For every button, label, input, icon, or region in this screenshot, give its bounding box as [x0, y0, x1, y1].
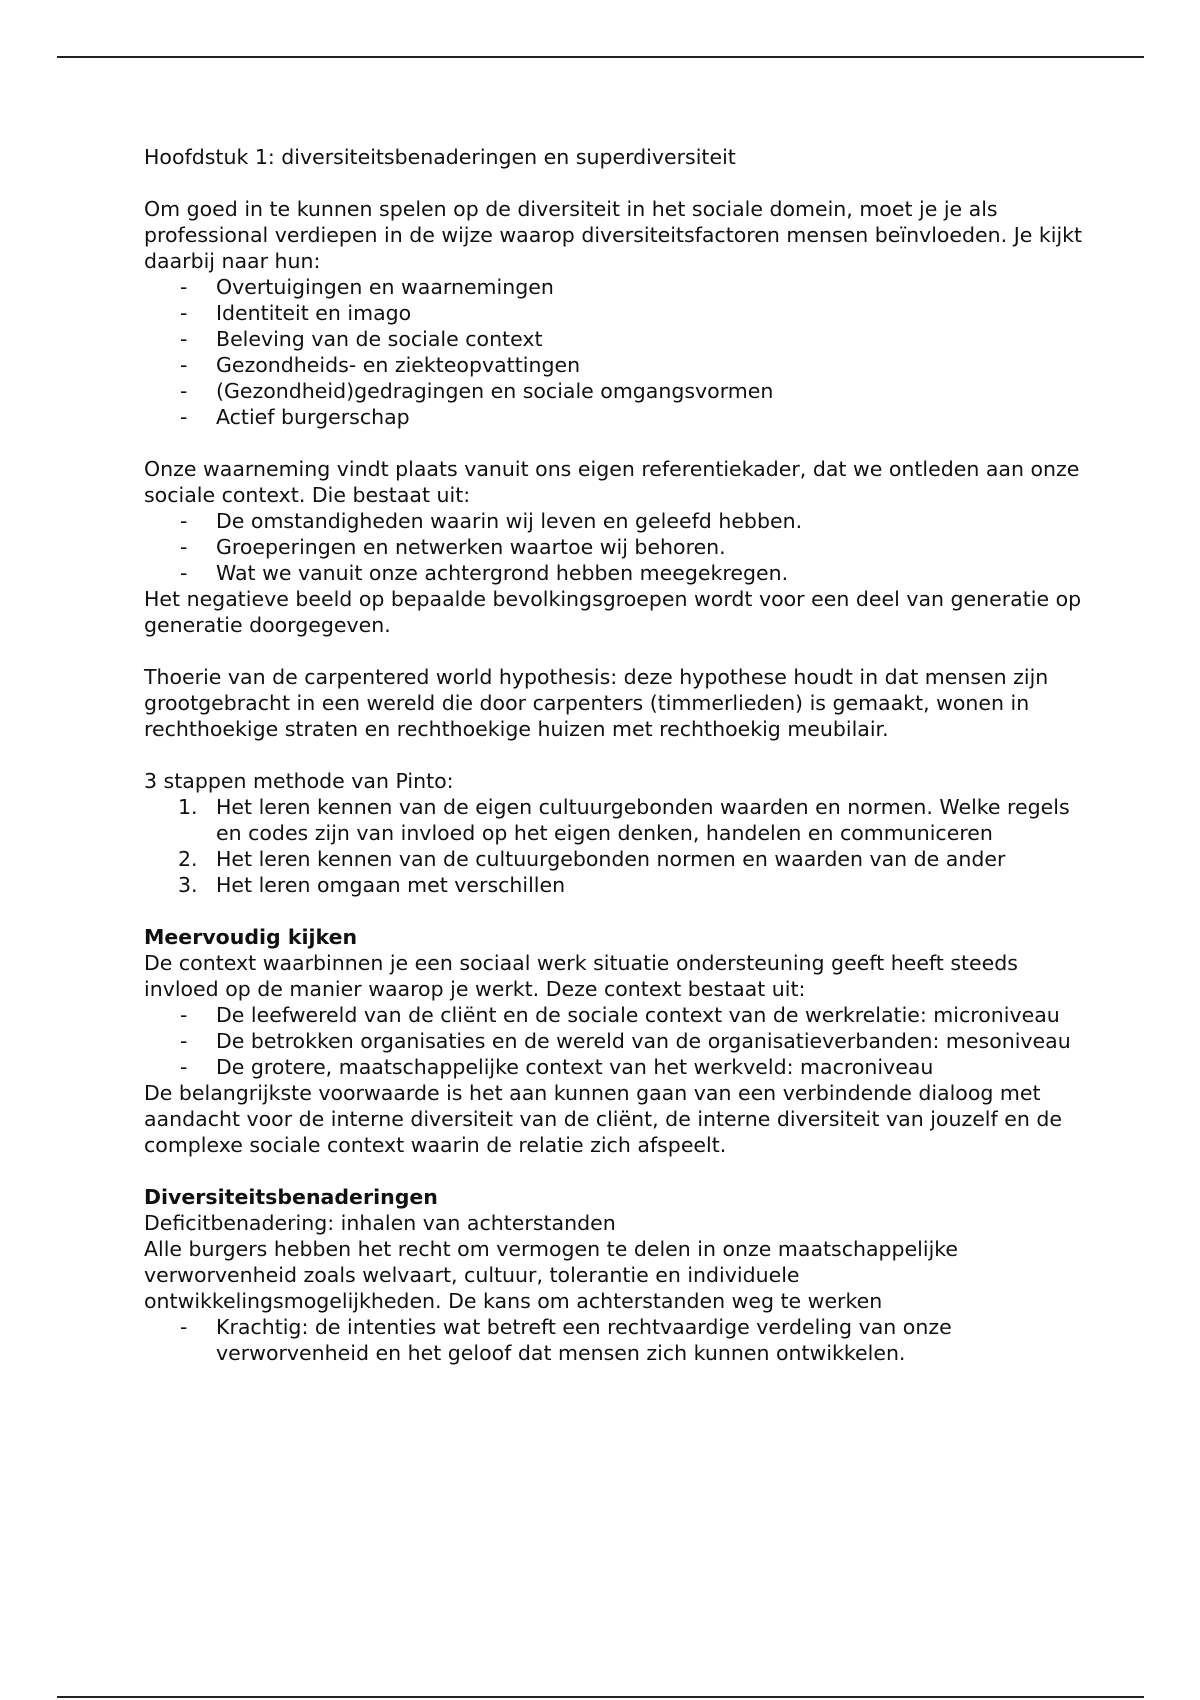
bullet-dash: -	[180, 1029, 188, 1053]
step-number: 1.	[178, 795, 198, 819]
list-item: 3. Het leren omgaan met verschillen	[178, 873, 566, 897]
intro-paragraph: Om goed in te kunnen spelen op de diversiteit in het sociale domein, moet je je als professional verdiepen in de wijze waarop diversiteitsfactoren mensen beïnvloeden. Je kijkt daarbij naar hun:	[144, 197, 1083, 273]
list-item: - Overtuigingen en waarnemingen	[180, 275, 554, 299]
chapter-heading: Hoofdstuk 1: diversiteitsbenaderingen en superdiversiteit	[144, 145, 736, 169]
list-item: - Identiteit en imago	[180, 301, 412, 325]
bullet-dash: -	[180, 379, 188, 403]
section-heading-meervoudig: Meervoudig kijken	[144, 925, 358, 949]
step-number: 3.	[178, 873, 198, 897]
bottom-rule	[57, 1696, 1144, 1698]
list-item: - (Gezondheid)gedragingen en sociale omgangsvormen	[180, 379, 774, 403]
pinto-title: 3 stappen methode van Pinto:	[144, 769, 454, 793]
list-item: 1. Het leren kennen van de eigen cultuurgebonden waarden en normen. Welke regels en codes zijn van invloed op het eigen denken, handelen en communiceren	[178, 795, 1070, 845]
list-item: - Actief burgerschap	[180, 405, 410, 429]
meervoudig-after-paragraph: De belangrijkste voorwaarde is het aan kunnen gaan van een verbindende dialoog met aandacht voor de interne diversiteit van de cliënt, de interne diversiteit van jouzelf en de complexe sociale context waarin de relatie zich afspeelt.	[144, 1081, 1062, 1157]
bullet-dash: -	[180, 275, 188, 299]
reference-paragraph: Onze waarneming vindt plaats vanuit ons eigen referentiekader, dat we ontleden aan onze sociale context. Die bestaat uit:	[144, 457, 1080, 507]
bullet-dash: -	[180, 1003, 188, 1027]
top-rule	[57, 56, 1144, 58]
list-item: - Groeperingen en netwerken waartoe wij behoren.	[180, 535, 726, 559]
list-item: - Beleving van de sociale context	[180, 327, 543, 351]
bullet-dash: -	[180, 1315, 188, 1339]
list-item: - De leefwereld van de cliënt en de sociale context van de werkrelatie: microniveau	[180, 1003, 1060, 1027]
meervoudig-list	[144, 1002, 1084, 1080]
bullet-dash: -	[180, 1055, 188, 1079]
bullet-dash: -	[180, 535, 188, 559]
carpentered-paragraph: Thoerie van de carpentered world hypothesis: deze hypothese houdt in dat mensen zijn grootgebracht in een wereld die door carpenters (timmerlieden) is gemaakt, wonen in rechthoekige straten en rechthoekige huizen met rechthoekig meubilair.	[144, 665, 1049, 741]
reference-after-paragraph: Het negatieve beeld op bepaalde bevolkingsgroepen wordt voor een deel van generatie op generatie doorgegeven.	[144, 587, 1082, 637]
bullet-dash: -	[180, 301, 188, 325]
benaderingen-subheading: Deficitbenadering: inhalen van achterstanden	[144, 1211, 616, 1235]
pinto-steps	[144, 794, 1084, 898]
list-item: 2. Het leren kennen van de cultuurgebonden normen en waarden van de ander	[178, 847, 1006, 871]
benaderingen-paragraph: Alle burgers hebben het recht om vermogen te delen in onze maatschappelijke verworvenheid zoals welvaart, cultuur, tolerantie en individuele ontwikkelingsmogelijkheden. De kans om achterstanden weg te werken	[144, 1237, 959, 1313]
document-body	[144, 144, 1084, 1366]
benaderingen-list	[144, 1314, 1084, 1366]
section-heading-benaderingen: Diversiteitsbenaderingen	[144, 1185, 438, 1209]
list-item: - Krachtig: de intenties wat betreft een rechtvaardige verdeling van onze verworvenheid en het geloof dat mensen zich kunnen ontwikkelen.	[180, 1315, 952, 1365]
meervoudig-paragraph: De context waarbinnen je een sociaal werk situatie ondersteuning geeft heeft steeds invloed op de manier waarop je werkt. Deze context bestaat uit:	[144, 951, 1018, 1001]
bullet-dash: -	[180, 327, 188, 351]
bullet-dash: -	[180, 509, 188, 533]
bullet-dash: -	[180, 405, 188, 429]
bullet-dash: -	[180, 561, 188, 585]
list-item: - Wat we vanuit onze achtergrond hebben meegekregen.	[180, 561, 789, 585]
intro-list	[144, 274, 1084, 430]
reference-list	[144, 508, 1084, 586]
list-item: - Gezondheids- en ziekteopvattingen	[180, 353, 581, 377]
bullet-dash: -	[180, 353, 188, 377]
step-number: 2.	[178, 847, 198, 871]
list-item: - De omstandigheden waarin wij leven en geleefd hebben.	[180, 509, 803, 533]
list-item: - De betrokken organisaties en de wereld van de organisatieverbanden: mesoniveau	[180, 1029, 1071, 1053]
list-item: - De grotere, maatschappelijke context van het werkveld: macroniveau	[180, 1055, 934, 1079]
